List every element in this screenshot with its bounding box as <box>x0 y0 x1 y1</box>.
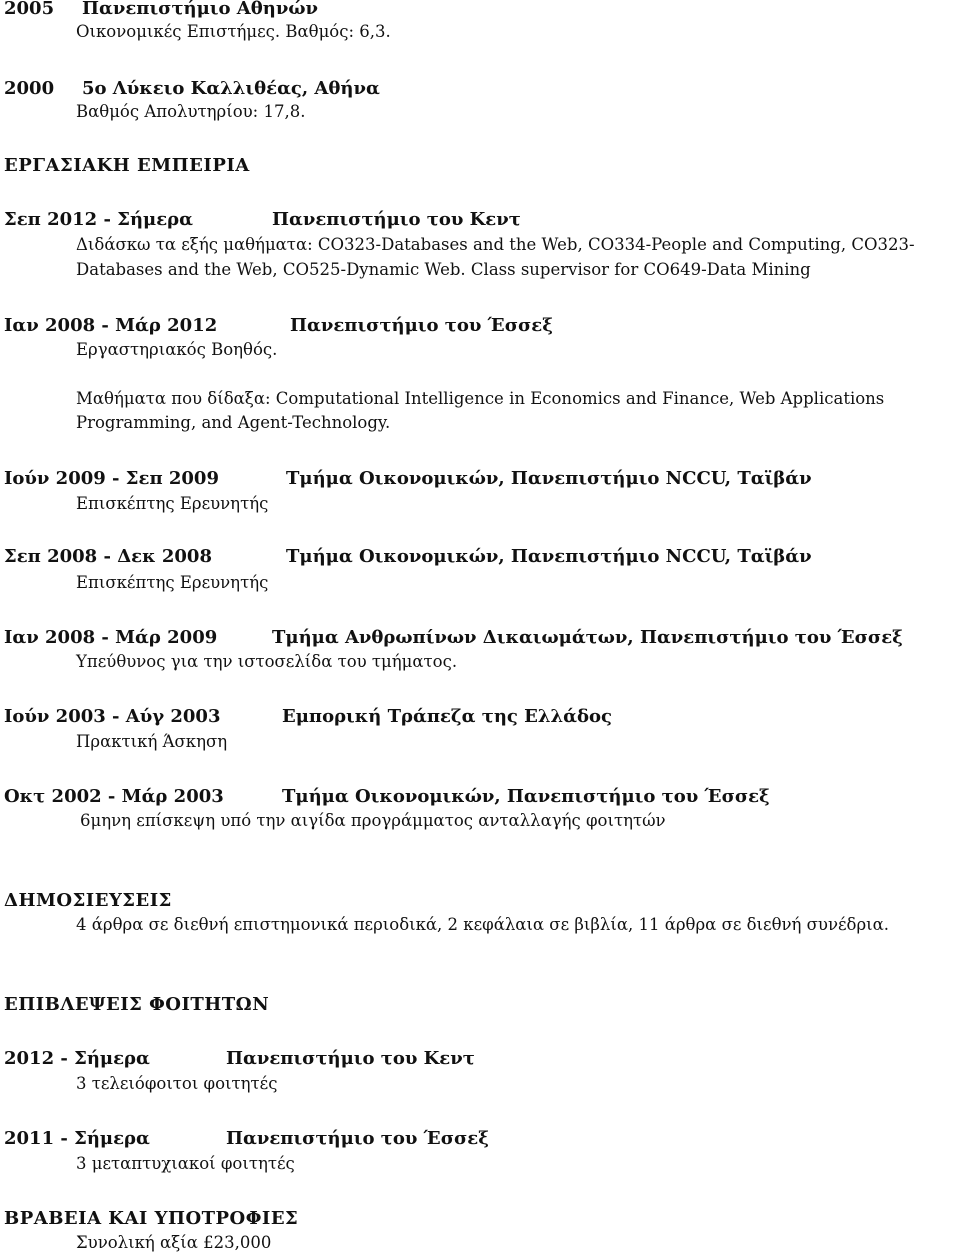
experience-period: Σεπ 2008 - Δεκ 2008 <box>4 546 212 567</box>
awards-text: Συνολική αξία £23,000 <box>76 1233 272 1252</box>
supervision-period: 2011 - Σήμερα <box>4 1128 150 1149</box>
experience-org: Πανεπιστήμιο του Έσσεξ <box>290 315 553 336</box>
experience-description: Διδάσκω τα εξής μαθήματα: CO323-Databases and the Web, CO334-People and Computing, CO323- <box>76 235 915 254</box>
experience-period: Οκτ 2002 - Μάρ 2003 <box>4 786 224 807</box>
experience-heading: ΕΡΓΑΣΙΑΚΗ ΕΜΠΕΙΡΙΑ <box>4 155 250 176</box>
experience-description: Databases and the Web, CO525-Dynamic Web. Class supervisor for CO649-Data Mining <box>76 260 811 279</box>
publications-text: 4 άρθρα σε διεθνή επιστημονικά περιοδικά, 2 κεφάλαια σε βιβλία, 11 άρθρα σε διεθνή συνέδρια. <box>76 915 890 934</box>
experience-description: Programming, and Agent-Technology. <box>76 413 391 432</box>
experience-role: 6μηνη επίσκεψη υπό την αιγίδα προγράμματος ανταλλαγής φοιτητών <box>80 811 666 830</box>
supervision-org: Πανεπιστήμιο του Κεντ <box>226 1048 475 1069</box>
experience-role: Επισκέπτης Ερευνητής <box>76 494 269 513</box>
experience-role: Εργαστηριακός Βοηθός. <box>76 340 278 359</box>
experience-role: Υπεύθυνος για την ιστοσελίδα του τμήματος. <box>76 652 458 671</box>
experience-period: Σεπ 2012 - Σήμερα <box>4 209 193 230</box>
education-year: 2005 <box>4 0 55 19</box>
supervision-detail: 3 μεταπτυχιακοί φοιτητές <box>76 1154 295 1173</box>
supervision-period: 2012 - Σήμερα <box>4 1048 150 1069</box>
supervision-heading: ΕΠΙΒΛΕΨΕΙΣ ΦΟΙΤΗΤΩΝ <box>4 994 270 1015</box>
education-institution: 5ο Λύκειο Καλλιθέας, Αθήνα <box>82 78 380 99</box>
experience-period: Ιαν 2008 - Μάρ 2009 <box>4 627 218 648</box>
experience-org: Πανεπιστήμιο του Κεντ <box>272 209 521 230</box>
experience-description: Μαθήματα που δίδαξα: Computational Intelligence in Economics and Finance, Web Applications <box>76 389 885 408</box>
experience-org: Τμήμα Οικονομικών, Πανεπιστήμιο NCCU, Ταϊβάν <box>286 468 812 489</box>
education-detail: Οικονομικές Επιστήμες. Βαθμός: 6,3. <box>76 22 391 41</box>
education-institution: Πανεπιστήμιο Αθηνών <box>82 0 318 19</box>
publications-heading: ΔΗΜΟΣΙΕΥΣΕΙΣ <box>4 890 172 911</box>
awards-heading: ΒΡΑΒΕΙΑ ΚΑΙ ΥΠΟΤΡΟΦΙΕΣ <box>4 1208 299 1229</box>
experience-period: Ιούν 2003 - Αύγ 2003 <box>4 706 221 727</box>
experience-org: Τμήμα Οικονομικών, Πανεπιστήμιο NCCU, Ταϊβάν <box>286 546 812 567</box>
experience-period: Ιούν 2009 - Σεπ 2009 <box>4 468 219 489</box>
experience-org: Εμπορική Τράπεζα της Ελλάδος <box>282 706 612 727</box>
experience-org: Τμήμα Ανθρωπίνων Δικαιωμάτων, Πανεπιστήμιο του Έσσεξ <box>272 627 903 648</box>
experience-period: Ιαν 2008 - Μάρ 2012 <box>4 315 218 336</box>
experience-org: Τμήμα Οικονομικών, Πανεπιστήμιο του Έσσεξ <box>282 786 770 807</box>
experience-role: Πρακτική Άσκηση <box>76 732 228 751</box>
experience-role: Επισκέπτης Ερευνητής <box>76 573 269 592</box>
supervision-org: Πανεπιστήμιο του Έσσεξ <box>226 1128 489 1149</box>
education-detail: Βαθμός Απολυτηρίου: 17,8. <box>76 102 306 121</box>
education-year: 2000 <box>4 78 55 99</box>
supervision-detail: 3 τελειόφοιτοι φοιτητές <box>76 1074 278 1093</box>
